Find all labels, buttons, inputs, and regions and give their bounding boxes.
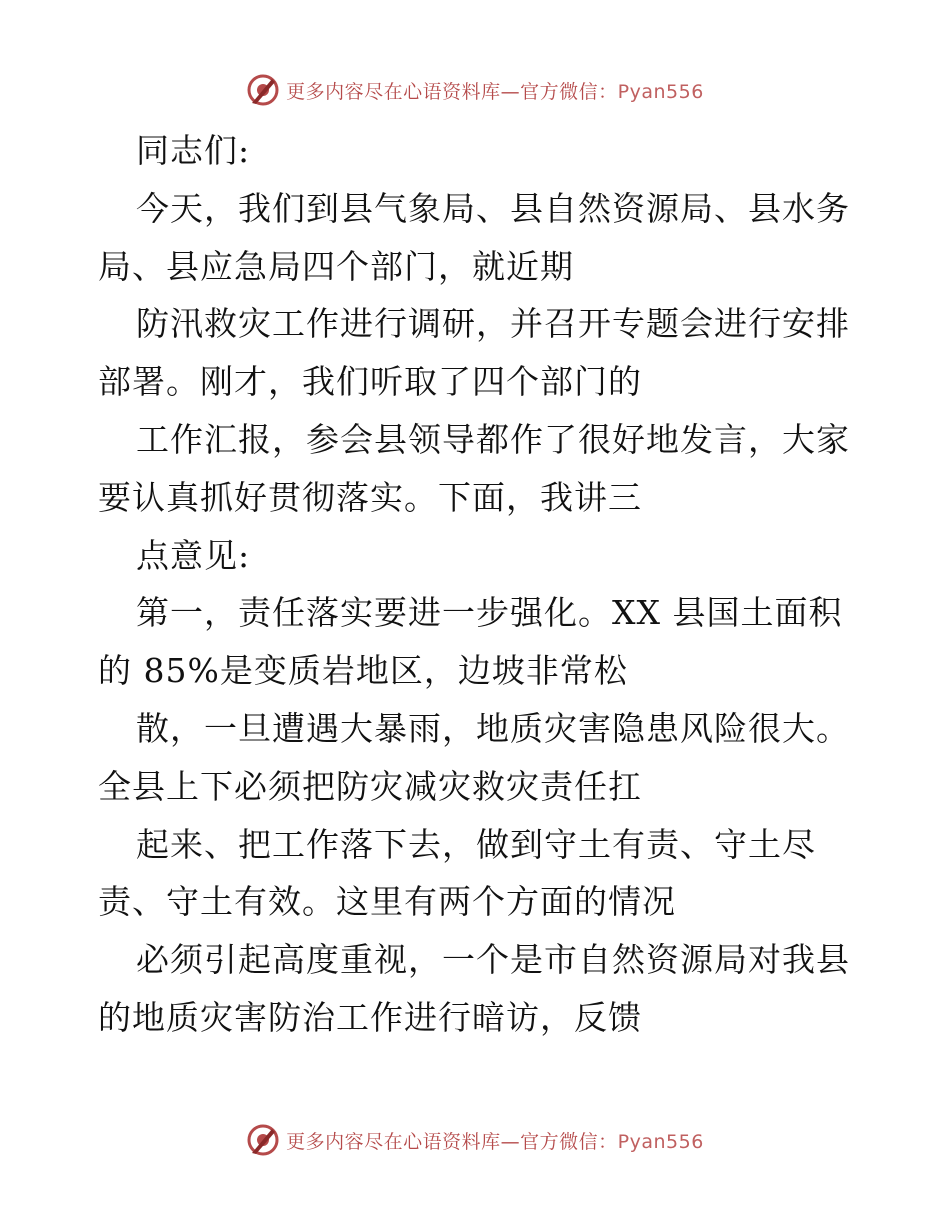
watermark-text: 更多内容尽在心语资料库—官方微信： <box>286 80 618 103</box>
text-line: 今天，我们到县气象局、县自然资源局、县水务 <box>136 188 850 228</box>
text-line: 散，一旦遭遇大暴雨，地质灾害隐患风险很大。 <box>136 708 850 748</box>
text-line: 要认真抓好贯彻落实。下面，我讲三 <box>98 477 642 517</box>
text-line: 点意见: <box>136 535 251 575</box>
text-line: 部署。刚才，我们听取了四个部门的 <box>98 362 642 402</box>
text-line: 的 85%是变质岩地区，边坡非常松 <box>98 651 628 691</box>
text-line: 起来、把工作落下去，做到守土有责、守土尽 <box>136 824 816 864</box>
text-line: 同志们: <box>136 131 251 170</box>
text-line: 责、守土有效。这里有两个方面的情况 <box>98 882 676 922</box>
text-line: 防汛救灾工作进行调研，并召开专题会进行安排 <box>136 304 850 344</box>
watermark-wechat-id: Pyan556 <box>617 80 704 103</box>
text-line: 的地质灾害防治工作进行暗访，反馈 <box>98 997 642 1037</box>
watermark-text: 更多内容尽在心语资料库—官方微信： <box>286 1130 618 1153</box>
text-line: 全县上下必须把防灾减灾救灾责任扛 <box>98 766 642 806</box>
watermark-wechat-id: Pyan556 <box>617 1130 704 1153</box>
quill-logo-icon <box>246 73 280 107</box>
header-watermark <box>0 70 950 110</box>
quill-logo-icon <box>246 1123 280 1157</box>
footer-watermark <box>0 1120 950 1160</box>
text-line: 局、县应急局四个部门，就近期 <box>98 246 574 286</box>
text-line: 第一，责任落实要进一步强化。XX 县国土面积 <box>136 593 843 633</box>
text-line: 必须引起高度重视，一个是市自然资源局对我县 <box>136 940 850 980</box>
text-line: 工作汇报，参会县领导都作了很好地发言，大家 <box>136 419 850 459</box>
document-body <box>98 122 858 1047</box>
